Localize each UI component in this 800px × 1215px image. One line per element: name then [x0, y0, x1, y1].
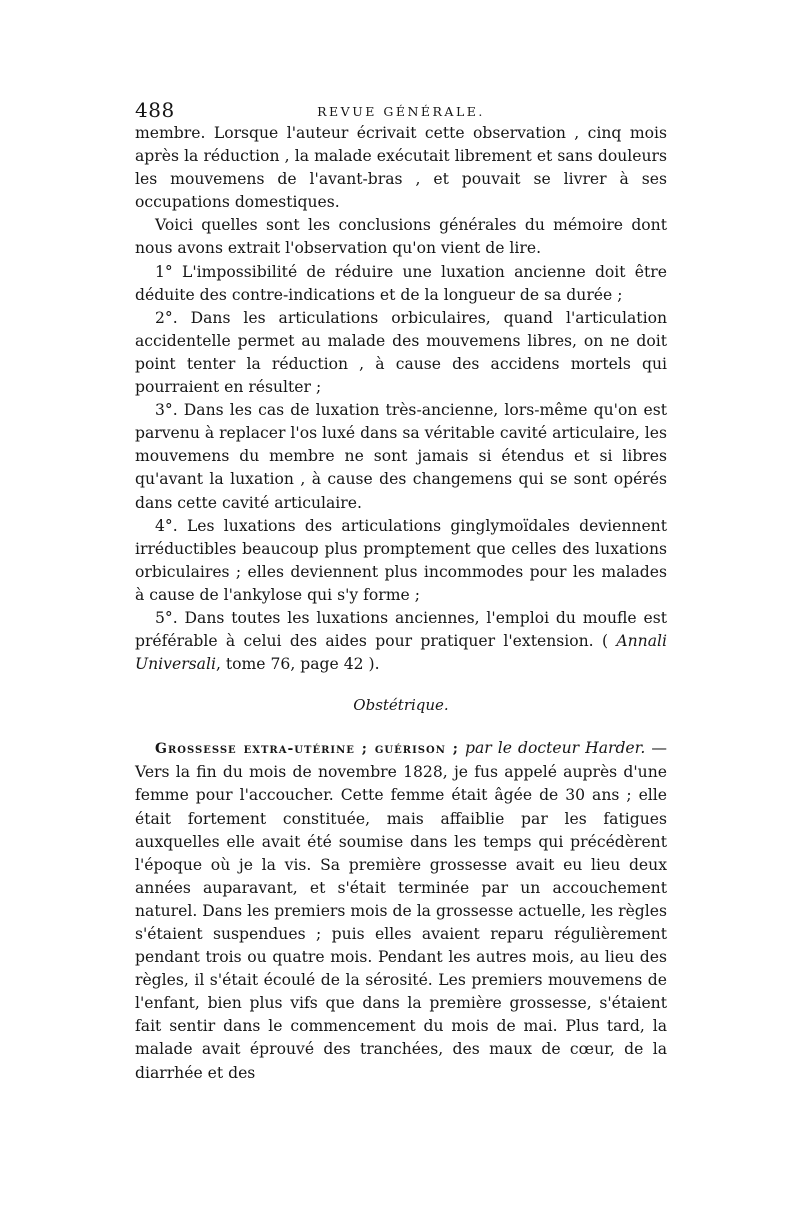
conclusion-text: 5°. Dans toutes les luxations anciennes, l'emploi du moufle est préférable à celui des aides pour pratiquer l'extension. (: [135, 608, 667, 651]
page-number: 488: [135, 98, 175, 122]
article-paragraph: [135, 737, 667, 1084]
conclusion-item: 2°. Dans les articulations orbiculaires, quand l'articulation accidentelle permet au malade des mouvemens libres, on ne doit point tenter la réduction , à cause des accidens mortels qui pourraient en résulter ;: [135, 308, 667, 397]
running-head: REVUE GÉNÉRALE.: [317, 104, 485, 119]
conclusion-item: 1° L'impossibilité de réduire une luxation ancienne doit être déduite des contre-indications et de la longueur de sa durée ;: [135, 262, 667, 304]
citation: Annali Universali: [135, 632, 667, 674]
conclusion-item: [135, 607, 667, 676]
article-heading: Grossesse extra-utérine ; guérison ;: [155, 741, 459, 758]
conclusion-item: 4°. Les luxations des articulations ginglymoïdales deviennent irréductibles beaucoup plus promptement que celles des luxations orbiculaires ; elles deviennent plus incommodes pour les malades à cause de l'ankylose qui s'y forme ;: [135, 516, 667, 604]
body-text: [135, 122, 667, 1085]
section-title: Obstétrique.: [353, 696, 449, 715]
article-text: — Vers la fin du mois de novembre 1828, je fus appelé auprès d'une femme pour l'accoucher. Cette femme était âgée de 30 ans ; elle était fortement constituée, mais affaiblie par les fatigues auxquelles elle avait été soumise dans les temps qui précédèrent l'époque où je la vis. Sa première grossesse avait eu lieu deux années auparavant, et s'était terminée par un accouchement naturel. Dans les premiers mois de la grossesse actuelle, les règles s'étaient suspendues ; puis elles avaient reparu régulièrement pendant trois ou quatre mois. Pendant les autres mois, au lieu des règles, il s'était écoulé de la sérosité. Les premiers mouvemens de l'enfant, bien plus vifs que dans la première grossesse, s'étaient fait sentir dans le commencement du mois de mai. Plus tard, la malade avait éprouvé des tranchées, des maux de cœur, de la diarrhée et des: [135, 739, 667, 1082]
paragraph: Voici quelles sont les conclusions générales du mémoire dont nous avons extrait l'observation qu'on vient de lire.: [135, 216, 667, 258]
conclusion-item: 3°. Dans les cas de luxation très-ancienne, lors-même qu'on est parvenu à replacer l'os luxé dans sa véritable cavité articulaire, les mouvemens du membre ne sont jamais si étendus et si libres qu'avant la luxation , à cause des changemens qui se sont opérés dans cette cavité articulaire.: [135, 401, 667, 512]
article-byline: par le docteur Harder.: [464, 739, 646, 758]
paragraph: membre. Lorsque l'auteur écrivait cette observation , cinq mois après la réduction , la malade exécutait librement et sans douleurs les mouvemens de l'avant-bras , et pouvait se livrer à ses occupations domestiques.: [135, 124, 667, 212]
citation-end: , tome 76, page 42 ).: [215, 655, 380, 674]
